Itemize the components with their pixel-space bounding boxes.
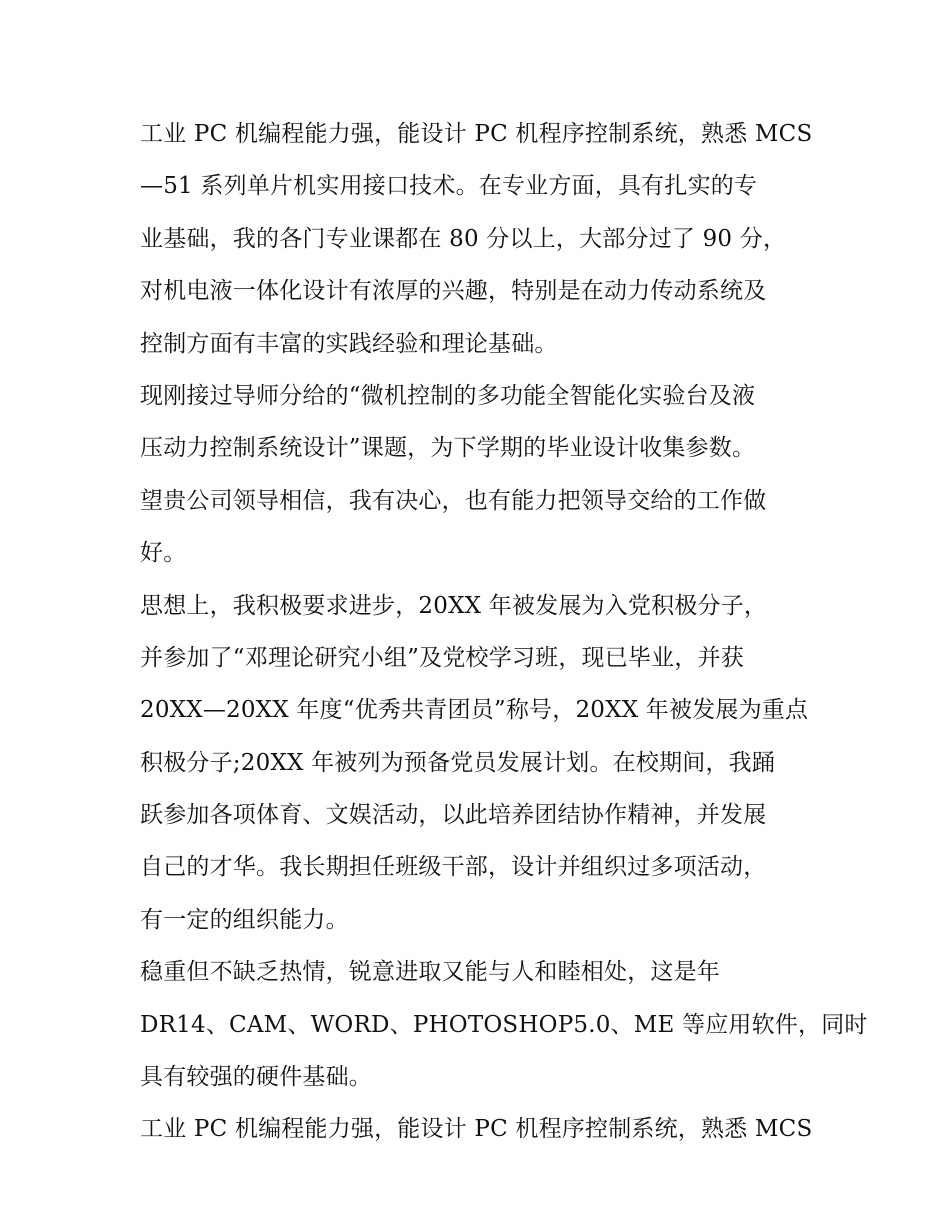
text-line: DR14、CAM、WORD、PHOTOSHOP5.0、ME 等应用软件，同时: [140, 1011, 868, 1038]
text-line: 具有较强的硬件基础。: [140, 1064, 372, 1091]
text-line: 自己的才华。我长期担任班级干部，设计并组织过多项活动，: [140, 854, 767, 881]
document-body: [140, 108, 868, 1156]
text-line: 业基础，我的各门专业课都在 80 分以上，大部分过了 90 分，: [140, 225, 787, 252]
text-line: 跃参加各项体育、文娱活动，以此培养团结协作精神，并发展: [140, 802, 767, 829]
text-line: 控制方面有丰富的实践经验和理论基础。: [140, 330, 558, 357]
text-line: 对机电液一体化设计有浓厚的兴趣，特别是在动力传动系统及: [140, 278, 767, 305]
text-line: 工业 PC 机编程能力强，能设计 PC 机程序控制系统，熟悉 MCS: [140, 1116, 813, 1143]
text-line: 工业 PC 机编程能力强，能设计 PC 机程序控制系统，熟悉 MCS: [140, 121, 813, 147]
text-line: 20XX—20XX 年度“优秀共青团员”称号，20XX 年被发展为重点: [140, 697, 809, 724]
text-line: —51 系列单片机实用接口技术。在专业方面，具有扎实的专: [140, 173, 758, 200]
text-line: 思想上，我积极要求进步，20XX 年被发展为入党积极分子，: [140, 592, 768, 619]
text-line: 有一定的组织能力。: [140, 906, 349, 933]
text-line: 望贵公司领导相信，我有决心，也有能力把领导交给的工作做: [140, 487, 767, 514]
text-line: 并参加了“邓理论研究小组”及党校学习班，现已毕业，并获: [140, 644, 744, 671]
text-line: 压动力控制系统设计”课题，为下学期的毕业设计收集参数。: [140, 435, 756, 462]
text-line: 积极分子;20XX 年被列为预备党员发展计划。在校期间，我踊: [140, 749, 776, 776]
text-line: 稳重但不缺乏热情，锐意进取又能与人和睦相处，这是年: [140, 959, 720, 986]
text-line: 现刚接过导师分给的“微机控制的多功能全智能化实验台及液: [140, 382, 756, 409]
text-line: 好。: [140, 540, 187, 567]
